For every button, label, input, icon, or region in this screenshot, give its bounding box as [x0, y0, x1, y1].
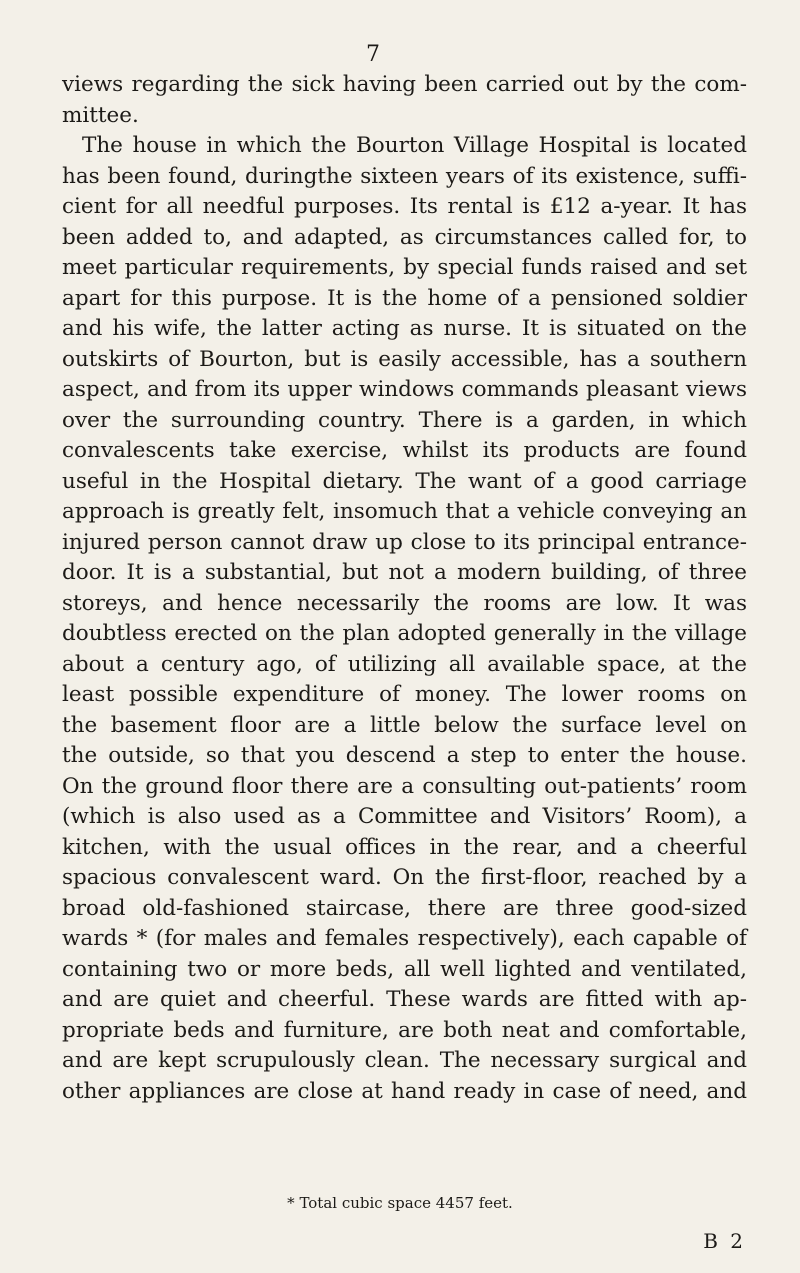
text-line: The house in which the Bourton Village Hospital is located — [82, 133, 747, 158]
text-line: (which is also used as a Committee and Visitors’ Room), a — [62, 804, 747, 829]
text-line: and are kept scrupulously clean. The necessary surgical and — [62, 1048, 747, 1073]
text-line: views regarding the sick having been carried out by the com- — [62, 72, 747, 97]
text-line: door. It is a substantial, but not a modern building, of three — [62, 560, 747, 585]
footnote: * Total cubic space 4457 feet. — [287, 1194, 513, 1212]
text-line: the basement floor are a little below the surface level on — [62, 712, 747, 738]
text-line: the outside, so that you descend a step to enter the house. — [62, 743, 747, 768]
signature-mark: B 2 — [703, 1229, 746, 1253]
text-line: broad old-fashioned staircase, there are three good-sized — [62, 895, 747, 921]
text-line: about a century ago, of utilizing all available space, at the — [62, 651, 747, 677]
text-line: cient for all needful purposes. Its rental is £12 a-year. It has — [62, 194, 747, 219]
text-line: mittee. — [62, 102, 139, 128]
text-line: meet particular requirements, by special funds raised and set — [62, 255, 747, 280]
text-line: outskirts of Bourton, but is easily accessible, has a southern — [62, 346, 747, 372]
text-line: convalescents take exercise, whilst its products are found — [62, 438, 747, 463]
text-line: spacious convalescent ward. On the first-floor, reached by a — [62, 865, 747, 890]
text-line: doubtless erected on the plan adopted generally in the village — [62, 621, 747, 646]
text-line: storeys, and hence necessarily the rooms are low. It was — [62, 590, 747, 616]
page-number: 7 — [366, 42, 380, 67]
text-line: approach is greatly felt, insomuch that a vehicle conveying an — [62, 499, 747, 524]
text-line: containing two or more beds, all well lighted and ventilated, — [62, 956, 747, 982]
text-line: propriate beds and furniture, are both neat and comfortable, — [62, 1017, 747, 1043]
body-text — [62, 70, 747, 1107]
text-line: apart for this purpose. It is the home of a pensioned soldier — [62, 285, 747, 311]
text-line: over the surrounding country. There is a garden, in which — [62, 407, 747, 433]
text-line: least possible expenditure of money. The lower rooms on — [62, 682, 747, 707]
text-line: useful in the Hospital dietary. The want of a good carriage — [62, 468, 747, 494]
text-line: been added to, and adapted, as circumstances called for, to — [62, 224, 747, 250]
text-line: and are quiet and cheerful. These wards are fitted with ap- — [62, 987, 747, 1012]
text-line: and his wife, the latter acting as nurse. It is situated on the — [62, 316, 747, 341]
text-line: On the ground floor there are a consulting out-patients’ room — [62, 773, 747, 799]
text-line: has been found, duringthe sixteen years of its existence, suffi- — [62, 163, 747, 189]
text-line: wards * (for males and females respectively), each capable of — [62, 926, 747, 951]
text-line: aspect, and from its upper windows commands pleasant views — [62, 377, 747, 402]
text-line: injured person cannot draw up close to its principal entrance- — [62, 529, 747, 555]
text-line: other appliances are close at hand ready in case of need, and — [62, 1078, 747, 1104]
text-line: kitchen, with the usual offices in the rear, and a cheerful — [62, 834, 747, 860]
